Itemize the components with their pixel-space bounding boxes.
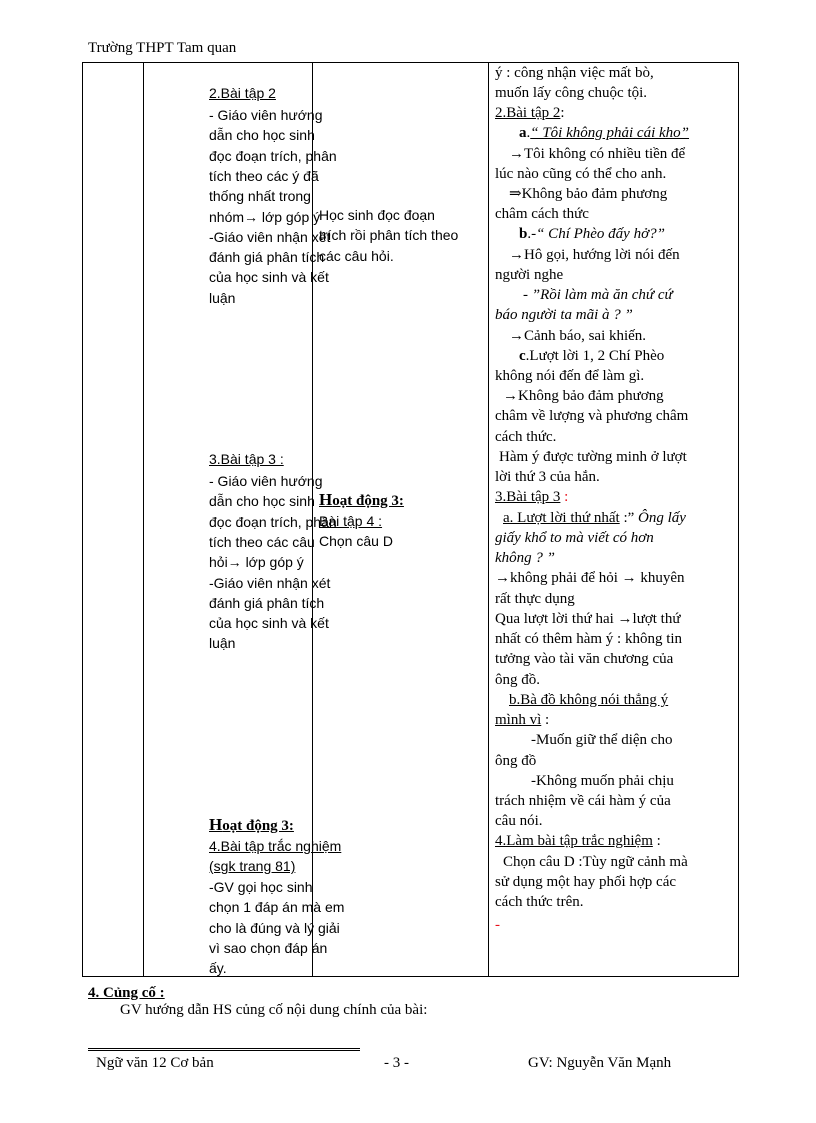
content-line: →Cảnh báo, sai khiến. xyxy=(509,328,647,344)
bt2-item-a: a.“ Tôi không phải cái kho” xyxy=(519,125,690,141)
bt2-item-c: c.Lượt lời 1, 2 Chí Phèo xyxy=(519,348,665,364)
bt2-heading: 2.Bài tập 2: xyxy=(495,105,565,121)
text-line: -Giáo viên nhận xét xyxy=(209,574,331,591)
text-line: - Giáo viên hướng xyxy=(209,107,323,123)
chon-cau-d: Chọn câu D xyxy=(319,533,393,549)
content-line: →Hô gọi, hướng lời nói đến xyxy=(509,247,680,263)
content-line: cách thức. xyxy=(495,429,557,445)
content-line: nhất có thêm hàm ý : không tin xyxy=(495,631,683,647)
text-line: hỏi→ lớp góp ý xyxy=(209,554,304,571)
cungco-heading: 4. Củng cố : xyxy=(88,985,165,1001)
content-line: →Tôi không có nhiều tiền để xyxy=(509,146,686,162)
text-line: dẫn cho học sinh xyxy=(209,127,315,144)
content-line: giấy khổ to mà viết có hơn xyxy=(495,530,654,546)
content-line: mình vì : xyxy=(495,712,550,728)
content-line: - ”Rồi làm mà ăn chứ cứ xyxy=(523,287,673,303)
content-line: ông đồ. xyxy=(495,672,540,688)
text-line: - Giáo viên hướng xyxy=(209,473,323,489)
content-line: sử dụng một hay phối hợp các xyxy=(495,874,677,890)
text-line: -Giáo viên nhận xét xyxy=(209,228,331,245)
content-line: Chọn câu D :Tùy ngữ cảnh mà xyxy=(503,854,688,870)
content-line: không nói đến để làm gì. xyxy=(495,368,645,384)
content-line: châm cách thức xyxy=(495,206,589,222)
bt3-item-a: a. Lượt lời thứ nhất :” Ông lấy xyxy=(503,510,686,526)
text-line: nhóm→ lớp góp ý xyxy=(209,208,321,225)
hd3-heading: Hoạt động 3: xyxy=(209,815,294,834)
content-line: ⇒Không bảo đảm phương xyxy=(509,186,668,202)
lesson-table xyxy=(82,62,734,977)
footer-subject: Ngữ văn 12 Cơ bản xyxy=(96,1055,214,1071)
bt3-heading: 3.Bài tập 3 : xyxy=(495,489,569,505)
hd3-heading-student: Hoạt động 3: xyxy=(319,490,404,509)
text-line: thống nhất trong xyxy=(209,188,311,205)
content-line: ông đồ xyxy=(495,753,537,769)
teacher-activity-cell xyxy=(144,63,345,977)
text-line: đọc đoạn trích, phân xyxy=(209,147,337,164)
empty-column-cell xyxy=(83,63,144,977)
text-line: đánh giá phân tích xyxy=(209,249,325,266)
text-line: tích theo các câu xyxy=(209,533,315,550)
content-line: -Muốn giữ thể diện cho xyxy=(531,732,673,748)
page-header-school: Trường THPT Tam quan xyxy=(88,40,237,56)
content-line: lời thứ 3 của hắn. xyxy=(495,469,600,485)
bt3-title: 3.Bài tập 3 : xyxy=(209,451,284,467)
content-cell xyxy=(489,63,739,977)
text-line: của học sinh và kết xyxy=(209,269,329,286)
bt4-source: (sgk trang 81) xyxy=(209,858,296,874)
content-line: không ? ” xyxy=(495,550,555,566)
text-line: cho là đúng và lý giải xyxy=(209,919,340,936)
footer-rule xyxy=(88,1048,360,1051)
text-line: của học sinh và kết xyxy=(209,615,329,632)
content-line: -Không muốn phải chịu xyxy=(531,773,674,789)
content-line: tưởng vào tài văn chương của xyxy=(495,651,674,667)
text-line: Học sinh đọc đoạn xyxy=(319,207,435,223)
bt3-item-b: b.Bà đồ không nói thẳng ý xyxy=(509,692,669,708)
content-line: Hàm ý được tường minh ở lượt xyxy=(499,449,687,465)
text-line: tích theo các ý đã xyxy=(209,167,319,184)
content-line: cách thức trên. xyxy=(495,894,584,910)
content-line: châm về lượng và phương châm xyxy=(495,408,689,424)
content-line: →không phải để hỏi → khuyên xyxy=(495,570,685,586)
content-line: Qua lượt lời thứ hai →lượt thứ xyxy=(495,611,681,627)
text-line: luận xyxy=(209,635,236,652)
content-line: rất thực dụng xyxy=(495,591,575,607)
bt2-item-b: b.-“ Chí Phèo đấy hở?” xyxy=(519,226,665,242)
text-line: luận xyxy=(209,289,236,306)
text-line: đọc đoạn trích, phân xyxy=(209,513,337,530)
bt4-title: 4.Bài tập trắc nghiệm xyxy=(209,838,342,854)
content-line: người nghe xyxy=(495,267,564,283)
red-dash: - xyxy=(495,917,500,933)
content-line: →Không bảo đảm phương xyxy=(503,388,664,404)
text-line: trích rồi phân tích theo xyxy=(319,227,459,244)
footer-teacher: GV: Nguyễn Văn Mạnh xyxy=(528,1055,672,1071)
content-line: lúc nào cũng có thể cho anh. xyxy=(495,166,667,182)
content-line: báo người ta mãi à ? ” xyxy=(495,307,633,323)
content-line: ý : công nhận việc mất bò, xyxy=(495,65,654,81)
text-line: -GV gọi học sinh xyxy=(209,879,313,895)
bt4-label: Bài tập 4 : xyxy=(319,513,383,529)
content-line: trách nhiệm về cái hàm ý của xyxy=(495,793,671,809)
cungco-text: GV hướng dẫn HS củng cố nội dung chính của bài: xyxy=(120,1002,428,1018)
text-line: đánh giá phân tích xyxy=(209,594,325,611)
text-line: các câu hỏi. xyxy=(319,247,394,264)
text-line: chọn 1 đáp án mà em xyxy=(209,899,345,916)
bt4-heading: 4.Làm bài tập trắc nghiệm : xyxy=(495,833,661,849)
text-line: ấy. xyxy=(209,960,227,977)
student-activity-cell xyxy=(313,63,489,977)
content-line: câu nói. xyxy=(495,813,543,829)
bt2-title: 2.Bài tập 2 xyxy=(209,85,276,101)
content-line: muốn lấy công chuộc tội. xyxy=(495,85,648,101)
footer-page-number: - 3 - xyxy=(384,1055,409,1071)
text-line: dẫn cho học sinh xyxy=(209,493,315,510)
text-line: vì sao chọn đáp án xyxy=(209,939,328,956)
